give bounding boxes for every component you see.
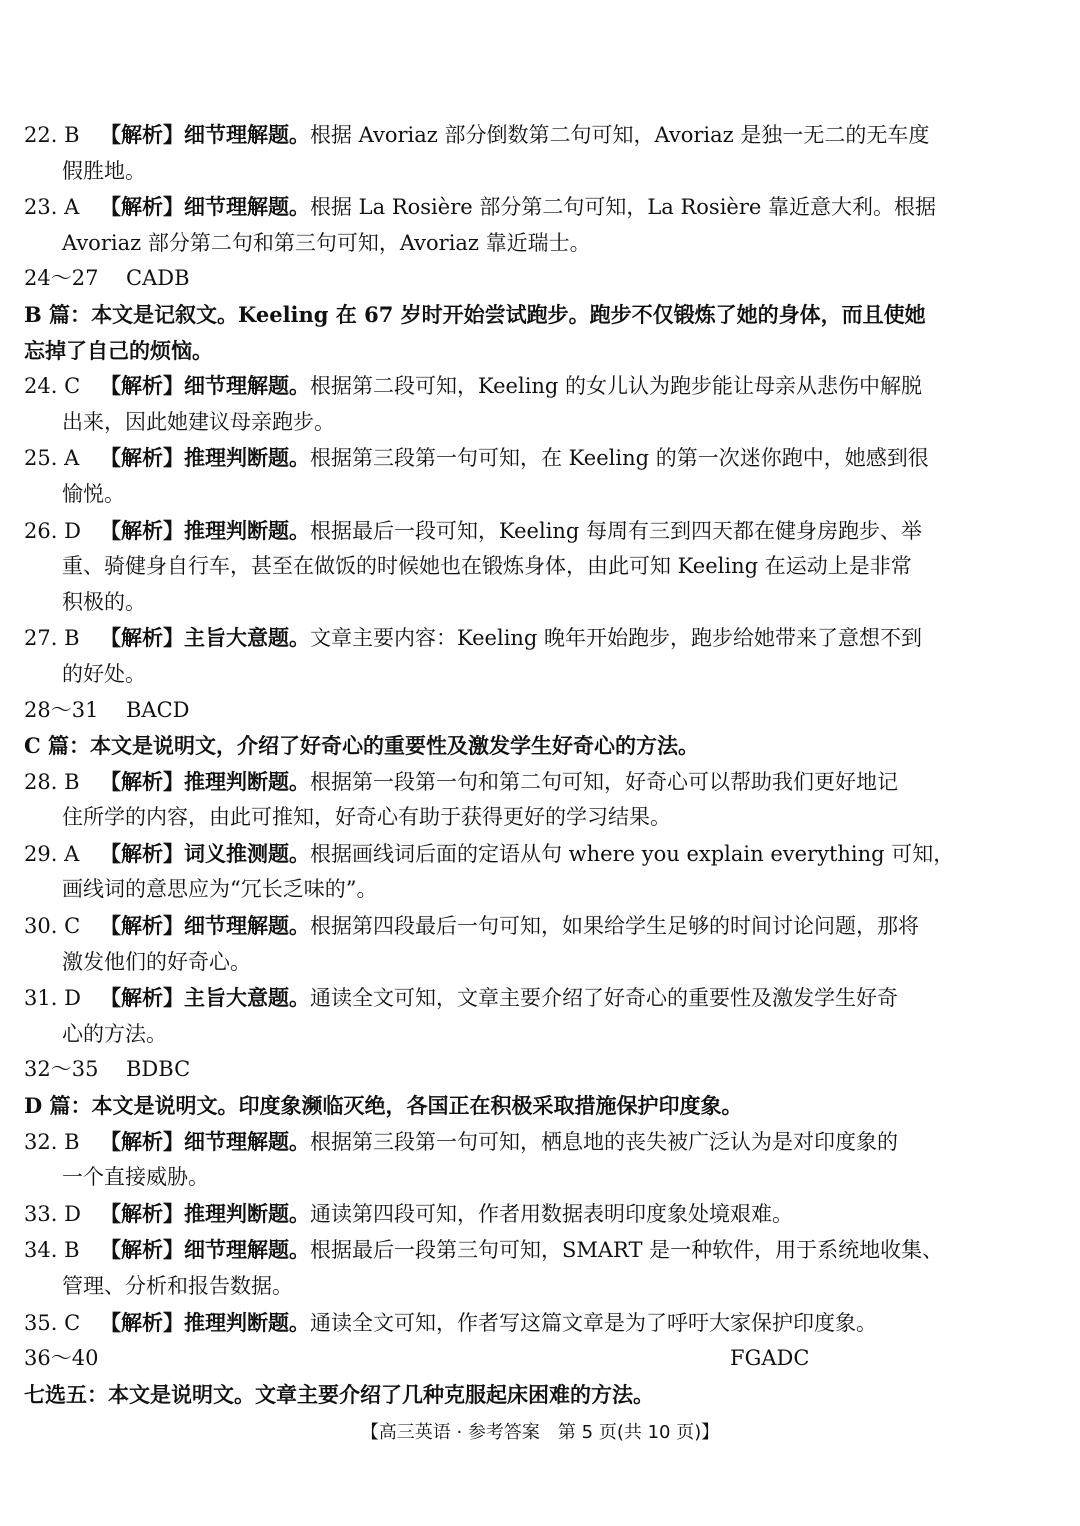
analysis-tag: 【解析】 bbox=[100, 840, 184, 866]
analysis-text: 根据第三段第一句可知，在 Keeling 的第一次迷你跑中，她感到很 bbox=[310, 446, 929, 471]
question-type: 推理判断题。 bbox=[184, 1200, 310, 1226]
analysis-tag: 【解析】 bbox=[100, 1128, 184, 1154]
answer-range-24-27 bbox=[24, 261, 1056, 297]
range-label: 36～40 bbox=[24, 1346, 99, 1371]
section-c-intro bbox=[24, 728, 1056, 764]
page-footer: 【高三英语 · 参考答案 第 5 页(共 10 页)】 bbox=[360, 1422, 720, 1443]
range-label: 32～35 bbox=[24, 1057, 99, 1082]
answer-range-36-40 bbox=[24, 1341, 1056, 1377]
range-answers: FGADC bbox=[730, 1346, 810, 1371]
analysis-continuation: Avoriaz 部分第二句和第三句可知，Avoriaz 靠近瑞士。 bbox=[62, 230, 591, 255]
analysis-tag: 【解析】 bbox=[100, 122, 184, 147]
analysis-continuation: 住所学的内容，由此可推知，好奇心有助于获得更好的学习结果。 bbox=[62, 805, 671, 830]
question-type: 主旨大意题。 bbox=[184, 985, 310, 1011]
analysis-continuation: 激发他们的好奇心。 bbox=[62, 949, 251, 974]
answer-32 bbox=[24, 1124, 1056, 1161]
range-answers: BDBC bbox=[126, 1057, 191, 1082]
analysis-tag: 【解析】 bbox=[100, 194, 184, 220]
analysis-continuation: 画线词的意思应为“冗长乏味的”。 bbox=[62, 877, 378, 902]
analysis-text: 根据画线词后面的定语从句 where you explain everything 可知， bbox=[310, 841, 955, 866]
section-label: C 篇： bbox=[24, 733, 91, 759]
analysis-continuation: 愉悦。 bbox=[62, 481, 125, 506]
answer-range-28-31 bbox=[24, 693, 1056, 729]
section-summary: 本文是说明文。文章主要介绍了几种克服起床困难的方法。 bbox=[108, 1381, 654, 1407]
question-number: 32. B bbox=[24, 1129, 80, 1154]
analysis-tag: 【解析】 bbox=[100, 985, 184, 1011]
answer-33 bbox=[24, 1196, 1056, 1233]
analysis-continuation: 出来，因此她建议母亲跑步。 bbox=[62, 409, 335, 434]
analysis-continuation: 重、骑健身自行车，甚至在做饭的时候她也在锻炼身体，由此可知 Keeling 在运动上是非常 bbox=[62, 554, 912, 579]
analysis-text: 通读全文可知，文章主要介绍了好奇心的重要性及激发学生好奇 bbox=[310, 986, 898, 1011]
analysis-text: 根据第三段第一句可知，栖息地的丧失被广泛认为是对印度象的 bbox=[310, 1129, 898, 1154]
question-type: 推理判断题。 bbox=[184, 445, 310, 471]
analysis-text: 根据最后一段第三句可知，SMART 是一种软件，用于系统地收集、 bbox=[310, 1238, 944, 1263]
question-type: 细节理解题。 bbox=[184, 1128, 310, 1154]
answer-29 bbox=[24, 836, 1056, 873]
question-number: 27. B bbox=[24, 626, 80, 651]
section-label: D 篇： bbox=[24, 1093, 92, 1119]
analysis-text: 通读第四段可知，作者用数据表明印度象处境艰难。 bbox=[310, 1201, 793, 1226]
analysis-text: 根据 Avoriaz 部分倒数第二句可知，Avoriaz 是独一无二的无车度 bbox=[310, 123, 930, 147]
analysis-text: 根据最后一段可知，Keeling 每周有三到四天都在健身房跑步、举 bbox=[310, 518, 923, 543]
analysis-text: 根据第二段可知，Keeling 的女儿认为跑步能让母亲从悲伤中解脱 bbox=[310, 374, 923, 399]
question-number: 26. D bbox=[24, 518, 81, 543]
question-type: 细节理解题。 bbox=[184, 913, 310, 939]
question-number: 34. B bbox=[24, 1238, 80, 1263]
analysis-continuation: 假胜地。 bbox=[62, 158, 146, 183]
range-answers: CADB bbox=[126, 266, 190, 291]
answer-26 bbox=[24, 513, 1056, 550]
answer-35 bbox=[24, 1305, 1056, 1342]
analysis-tag: 【解析】 bbox=[100, 913, 184, 939]
question-number: 30. C bbox=[24, 914, 81, 939]
question-number: 23. A bbox=[24, 195, 80, 220]
section-summary: 本文是说明文。印度象濒临灭绝，各国正在积极采取措施保护印度象。 bbox=[91, 1093, 743, 1119]
question-number: 33. D bbox=[24, 1201, 81, 1226]
question-type: 推理判断题。 bbox=[184, 517, 310, 543]
question-type: 推理判断题。 bbox=[184, 1309, 310, 1335]
section-seven-choose-five-intro bbox=[24, 1377, 1056, 1413]
question-type: 细节理解题。 bbox=[184, 1237, 310, 1263]
analysis-text: 根据第四段最后一句可知，如果给学生足够的时间讨论问题，那将 bbox=[310, 914, 919, 939]
section-label: B 篇： bbox=[24, 301, 92, 327]
section-d-intro bbox=[24, 1088, 1056, 1124]
question-type: 推理判断题。 bbox=[184, 768, 310, 794]
question-number: 29. A bbox=[24, 841, 80, 866]
analysis-tag: 【解析】 bbox=[100, 373, 184, 399]
question-number: 24. C bbox=[24, 374, 81, 399]
question-number: 25. A bbox=[24, 446, 80, 471]
analysis-tag: 【解析】 bbox=[100, 1237, 184, 1263]
analysis-tag: 【解析】 bbox=[100, 1200, 184, 1226]
analysis-tag: 【解析】 bbox=[100, 1309, 184, 1335]
section-summary-continuation: 忘掉了自己的烦恼。 bbox=[24, 337, 213, 363]
section-summary: 本文是说明文，介绍了好奇心的重要性及激发学生好奇心的方法。 bbox=[90, 733, 700, 759]
analysis-continuation: 积极的。 bbox=[62, 589, 146, 614]
answer-30 bbox=[24, 908, 1056, 945]
analysis-text: 根据 La Rosière 部分第二句可知，La Rosière 靠近意大利。根据 bbox=[310, 195, 936, 220]
analysis-tag: 【解析】 bbox=[100, 445, 184, 471]
question-type: 细节理解题。 bbox=[184, 373, 310, 399]
analysis-continuation: 一个直接威胁。 bbox=[62, 1165, 209, 1190]
question-number: 31. D bbox=[24, 986, 81, 1011]
question-type: 细节理解题。 bbox=[184, 122, 310, 147]
analysis-continuation: 管理、分析和报告数据。 bbox=[62, 1274, 293, 1298]
analysis-continuation: 的好处。 bbox=[62, 661, 146, 686]
question-type: 主旨大意题。 bbox=[184, 625, 310, 651]
analysis-text: 通读全文可知，作者写这篇文章是为了呼吁大家保护印度象。 bbox=[310, 1310, 877, 1335]
answer-27 bbox=[24, 620, 1056, 657]
answer-31 bbox=[24, 980, 1056, 1017]
analysis-tag: 【解析】 bbox=[100, 517, 184, 543]
question-type: 细节理解题。 bbox=[184, 194, 310, 220]
range-label: 28～31 bbox=[24, 697, 99, 722]
analysis-tag: 【解析】 bbox=[100, 625, 184, 651]
analysis-continuation: 心的方法。 bbox=[62, 1021, 167, 1046]
question-type: 词义推测题。 bbox=[184, 840, 310, 866]
range-label: 24～27 bbox=[24, 266, 99, 291]
answer-range-32-35 bbox=[24, 1052, 1056, 1088]
range-answers: BACD bbox=[126, 697, 190, 722]
answer-25 bbox=[24, 440, 1056, 477]
section-summary: 本文是记叙文。Keeling 在 67 岁时开始尝试跑步。跑步不仅锻炼了她的身体，而且使她 bbox=[91, 301, 926, 327]
question-number: 35. C bbox=[24, 1310, 81, 1335]
answer-24 bbox=[24, 368, 1056, 405]
answer-22 bbox=[24, 117, 1056, 154]
analysis-text: 根据第一段第一句和第二句可知，好奇心可以帮助我们更好地记 bbox=[310, 769, 898, 794]
analysis-tag: 【解析】 bbox=[100, 768, 184, 794]
answer-34 bbox=[24, 1232, 1056, 1269]
question-number: 28. B bbox=[24, 769, 80, 794]
question-number: 22. B bbox=[24, 123, 80, 147]
section-b-intro bbox=[24, 297, 1056, 333]
analysis-text: 文章主要内容：Keeling 晚年开始跑步，跑步给她带来了意想不到 bbox=[310, 626, 923, 651]
section-label: 七选五： bbox=[24, 1381, 108, 1407]
answer-23 bbox=[24, 189, 1056, 226]
answer-28 bbox=[24, 764, 1056, 801]
